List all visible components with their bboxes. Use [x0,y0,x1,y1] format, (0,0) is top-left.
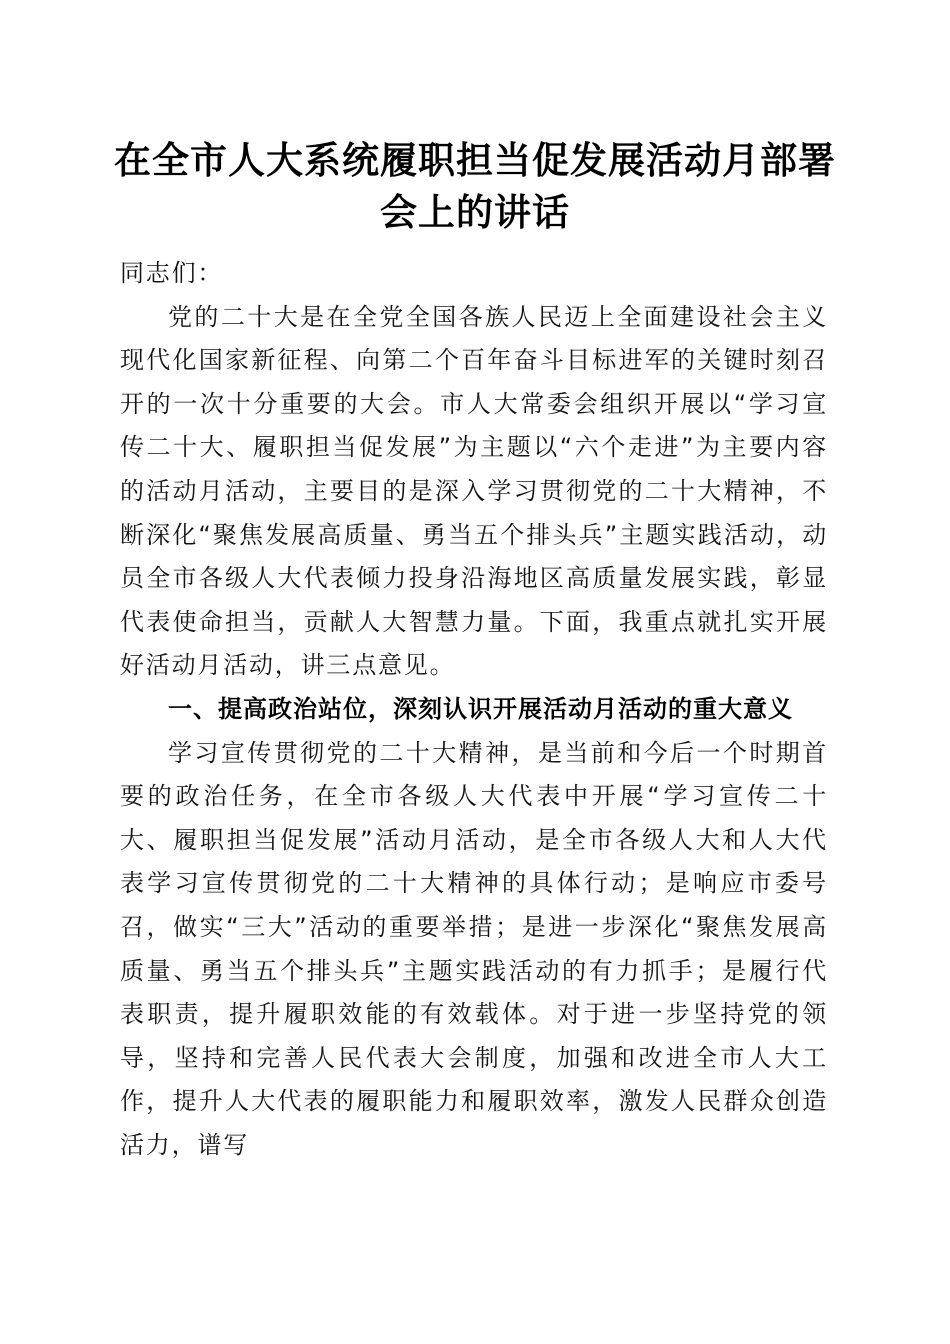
paragraph: 学习宣传贯彻党的二十大精神，是当前和今后一个时期首要的政治任务，在全市各级人大代表中开展“学习宣传二十大、履职担当促发展”活动月活动，是全市各级人大和人大代表学习宣传贯彻党的二十大精神的具体行动；是响应市委号召，做实“三大”活动的重要举措；是进一步深化“聚焦发展高质量、勇当五个排头兵”主题实践活动的有力抓手；是履行代表职责，提升履职效能的有效载体。对于进一步坚持党的领导，坚持和完善人民代表大会制度，加强和改进全市人大工作，提升人大代表的履职能力和履职效率，激发人民群众创造活力，谱写 [120,738,828,1159]
section-heading: 一、提高政治站位，深刻认识开展活动月活动的重大意义 [168,694,793,723]
paragraph: 党的二十大是在全党全国各族人民迈上全面建设社会主义现代化国家新征程、向第二个百年奋斗目标进军的关键时刻召开的一次十分重要的大会。市人大常委会组织开展以“学习宣传二十大、履职担当促发展”为主题以“六个走进”为主要内容的活动月活动，主要目的是深入学习贯彻党的二十大精神，不断深化“聚焦发展高质量、勇当五个排头兵”主题实践活动，动员全市各级人大代表倾力投身沿海地区高质量发展实践，彰显代表使命担当，贡献人大智慧力量。下面，我重点就扎实开展好活动月活动，讲三点意见。 [120,302,828,680]
document-body [120,252,828,1167]
salutation: 同志们： [120,259,224,287]
document-title: 在全市人大系统履职担当促发展活动月部署会上的讲话 [114,138,836,234]
